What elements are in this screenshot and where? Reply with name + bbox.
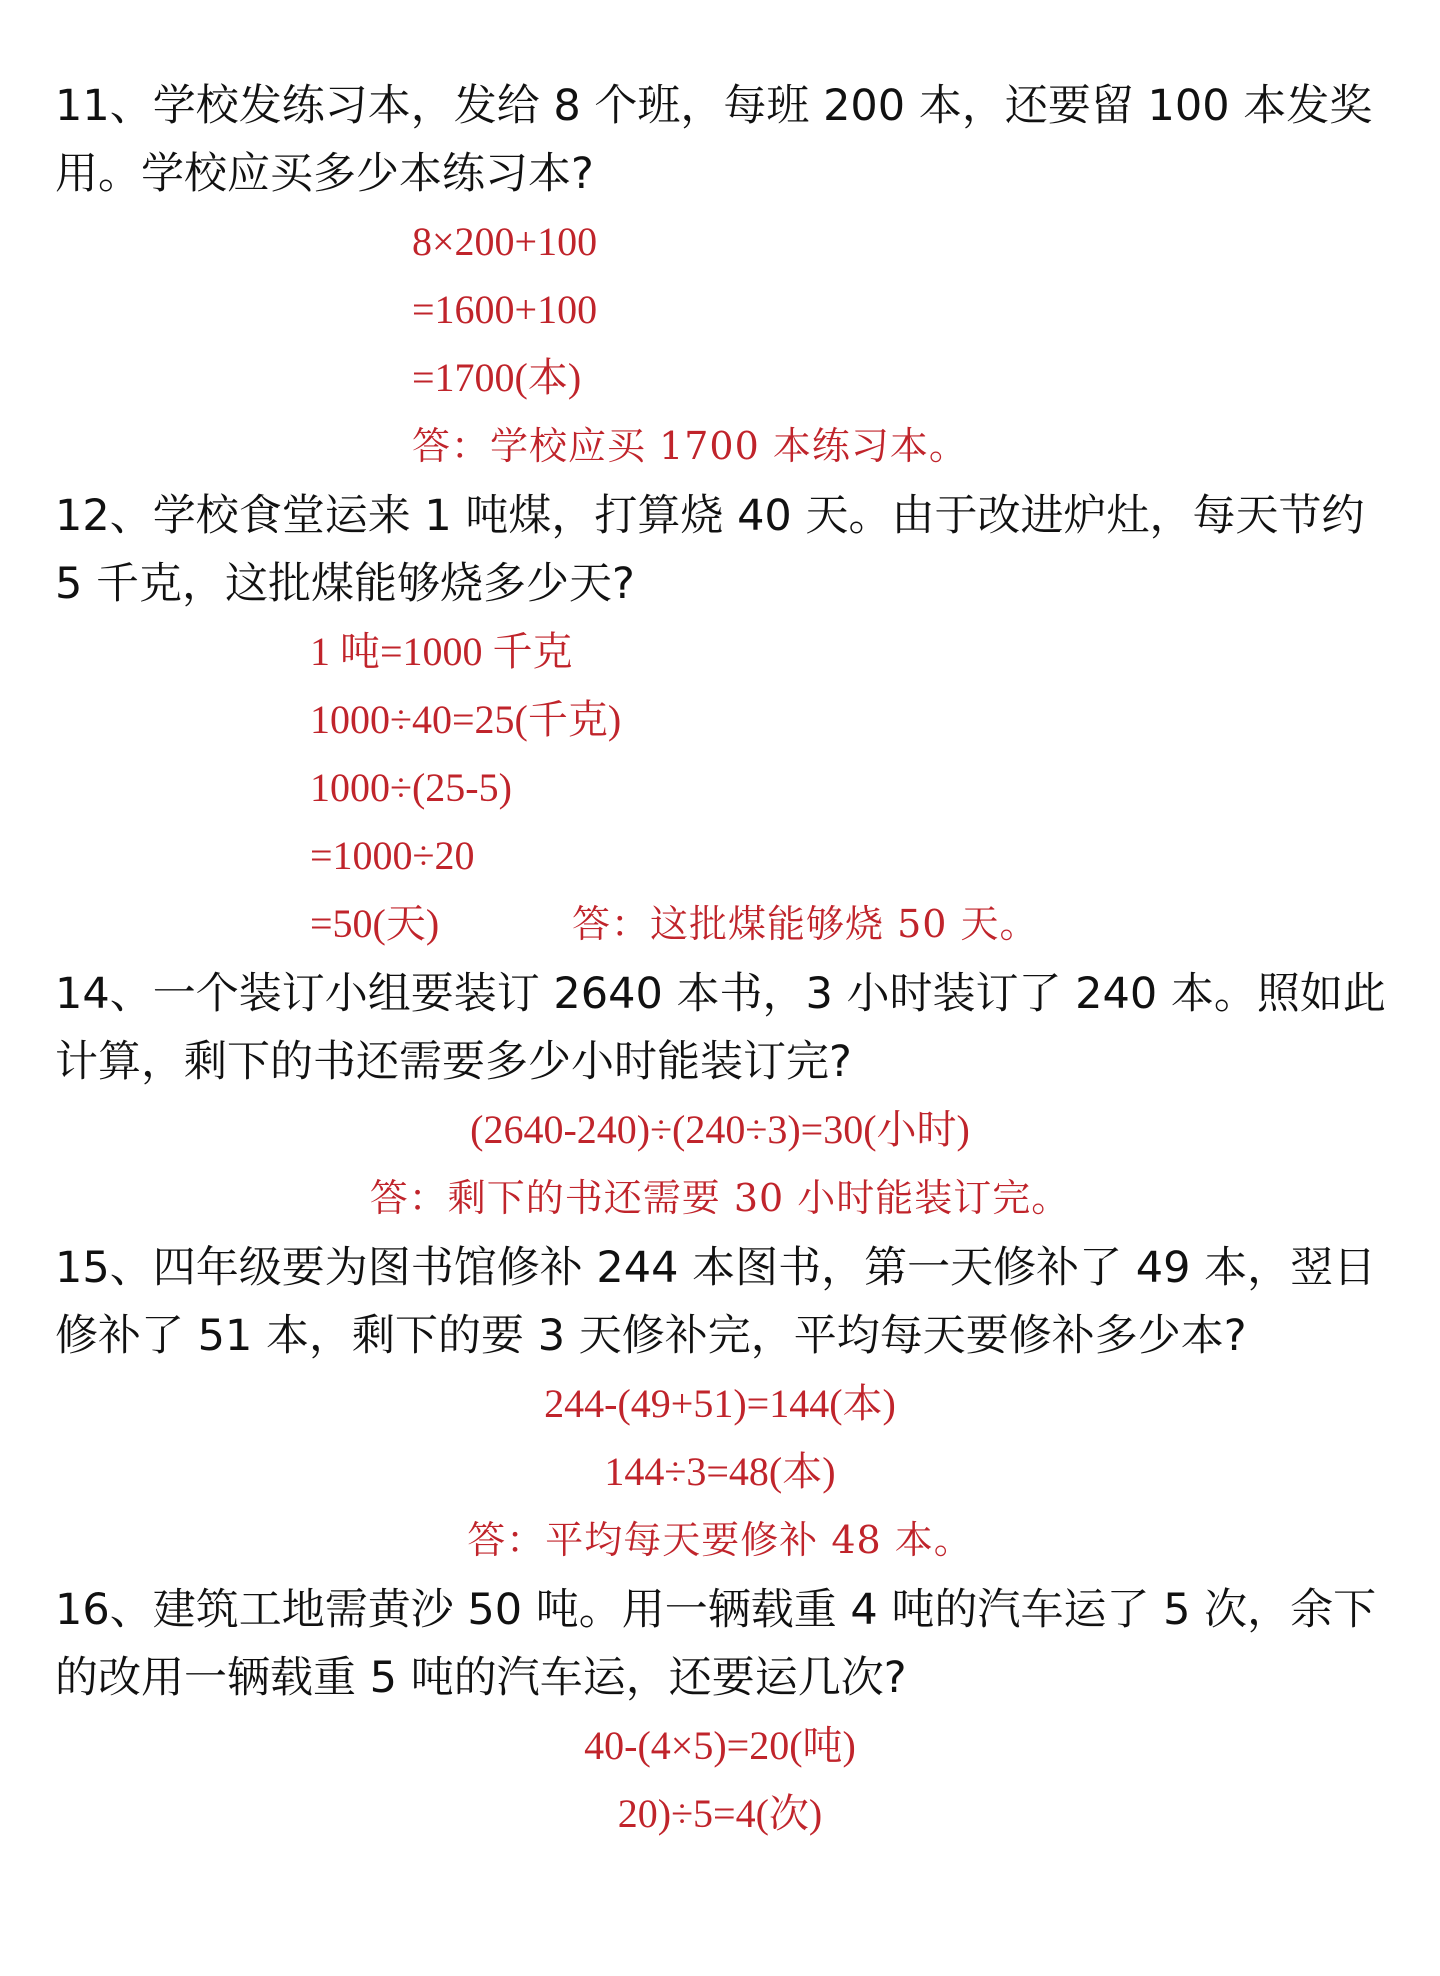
answer-12: 答：这批煤能够烧 50 天。	[572, 902, 1039, 946]
solution-15-line-1: 244-(49+51)=144(本)	[544, 1381, 896, 1426]
question-14: 14、一个装订小组要装订 2640 本书，3 小时装订了 240 本。照如此计算，剩下的书还需要多少小时能装订完?	[55, 969, 1386, 1087]
solution-16-line-1: 40-(4×5)=20(吨)	[584, 1723, 856, 1768]
solution-15-line-2: 144÷3=48(本)	[604, 1449, 836, 1494]
solution-16-line-2: 20)÷5=4(次)	[617, 1791, 823, 1836]
question-11: 11、学校发练习本，发给 8 个班，每班 200 本，还要留 100 本发奖用。学校应买多少本练习本?	[55, 81, 1373, 199]
question-16: 16、建筑工地需黄沙 50 吨。用一辆载重 4 吨的汽车运了 5 次，余下的改用一辆载重 5 吨的汽车运，还要运几次?	[55, 1585, 1377, 1703]
solution-11-line-3: =1700(本)	[412, 355, 582, 400]
solution-14-line-1: (2640-240)÷(240÷3)=30(小时)	[470, 1107, 970, 1152]
solution-11-line-1: 8×200+100	[412, 219, 598, 264]
answer-11: 答：学校应买 1700 本练习本。	[412, 424, 968, 468]
solution-12-line-5: =50(天)	[310, 901, 440, 946]
answer-14: 答：剩下的书还需要 30 小时能装订完。	[369, 1176, 1071, 1220]
answer-15: 答：平均每天要修补 48 本。	[467, 1518, 973, 1562]
solution-12-line-3: 1000÷(25-5)	[310, 765, 512, 810]
solution-12-line-2: 1000÷40=25(千克)	[310, 697, 622, 742]
solution-12-line-4: =1000÷20	[310, 833, 475, 878]
question-12: 12、学校食堂运来 1 吨煤，打算烧 40 天。由于改进炉灶，每天节约 5 千克，这批煤能够烧多少天?	[55, 491, 1365, 609]
solution-11-line-2: =1600+100	[412, 287, 598, 332]
solution-12-line-1: 1 吨=1000 千克	[310, 629, 573, 674]
question-15: 15、四年级要为图书馆修补 244 本图书，第一天修补了 49 本，翌日修补了 51 本，剩下的要 3 天修补完，平均每天要修补多少本?	[55, 1243, 1377, 1361]
